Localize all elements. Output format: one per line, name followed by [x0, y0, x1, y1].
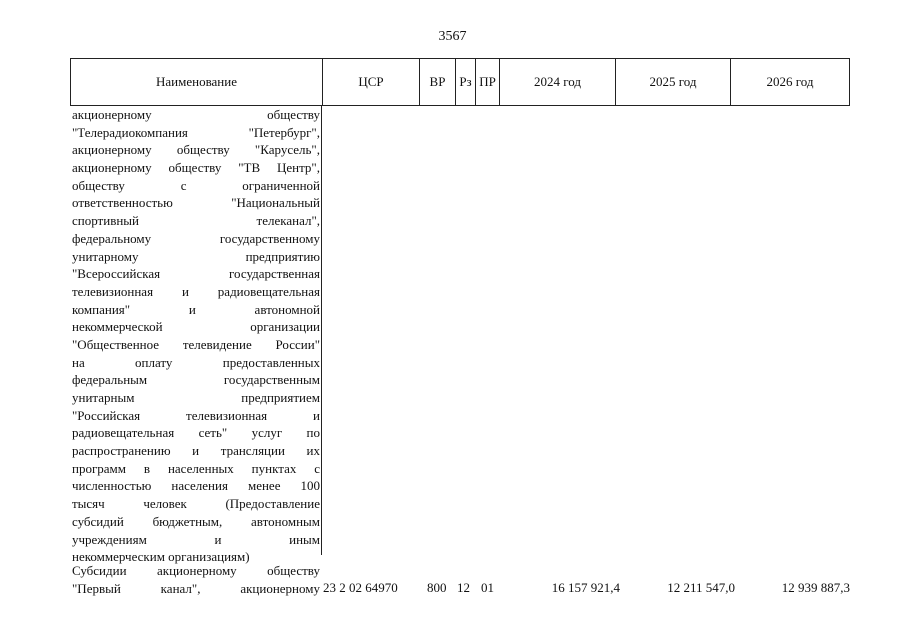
description-line: некоммерческим организациям) [72, 549, 250, 565]
description-line: программ в населенных пунктах с [72, 460, 320, 476]
description-line: обществу с ограниченной [72, 177, 320, 193]
description-line: Субсидии акционерному обществу [72, 563, 320, 578]
description-line: "Общественное телевидение России" [72, 336, 320, 352]
description-line: на оплату предоставленных [72, 354, 320, 370]
header-pr: ПР [476, 59, 500, 105]
description-line: ответственностью "Национальный [72, 195, 320, 211]
description-line: федеральному государственному [72, 230, 320, 246]
header-year-2026: 2026 год [766, 74, 814, 89]
row-vr: 800 [427, 580, 447, 595]
header-year-2025: 2025 год [616, 59, 731, 105]
description-line: акционерному обществу [72, 107, 320, 122]
row-rz: 12 [457, 580, 470, 595]
description-line: тысяч человек (Предоставление [72, 496, 320, 512]
description-line: унитарным предприятием [72, 390, 320, 405]
description-line: телевизионная и радиовещательная [72, 283, 320, 299]
description-line: унитарному предприятию [72, 248, 320, 264]
description-line: распространению и трансляции их [72, 443, 320, 459]
description-line: некоммерческой организации [72, 319, 320, 335]
description-block [72, 106, 320, 566]
description-line: радиовещательная сеть" услуг по [72, 425, 320, 441]
description-line: "Телерадиокомпания "Петербург", [72, 124, 320, 140]
description-line: акционерному обществу "ТВ Центр", [72, 160, 320, 176]
header-rz: Рз [456, 59, 476, 105]
description-line: компания" и автономной [72, 301, 320, 317]
row-pr: 01 [481, 580, 494, 595]
description-line: численностью населения менее 100 [72, 478, 320, 494]
description-line: субсидий бюджетным, автономным [72, 513, 320, 529]
row-2024: 16 157 921,4 [551, 580, 620, 595]
header-csr: ЦСР [323, 59, 420, 105]
description-line: "Российская телевизионная и [72, 407, 320, 423]
description-line: "Первый канал", акционерному [72, 580, 320, 596]
header-vr: ВР [420, 59, 456, 105]
description-line: учреждениям и иным [72, 531, 320, 547]
subsidy-description [72, 562, 320, 597]
row-csr: 23 2 02 64970 [323, 580, 398, 595]
header-name: Наименование [71, 59, 323, 105]
row-2026: 12 939 887,3 [781, 580, 850, 595]
column-divider [321, 106, 322, 555]
header-year-2024: 2024 год [500, 59, 616, 105]
description-line: федеральным государственным [72, 372, 320, 388]
row-2025: 12 211 547,0 [667, 580, 735, 595]
description-line: "Всероссийская государственная [72, 266, 320, 282]
description-line: спортивный телеканал", [72, 213, 320, 229]
page-number: 3567 [438, 29, 467, 44]
description-line: акционерному обществу "Карусель", [72, 142, 320, 158]
table-header [70, 58, 850, 106]
